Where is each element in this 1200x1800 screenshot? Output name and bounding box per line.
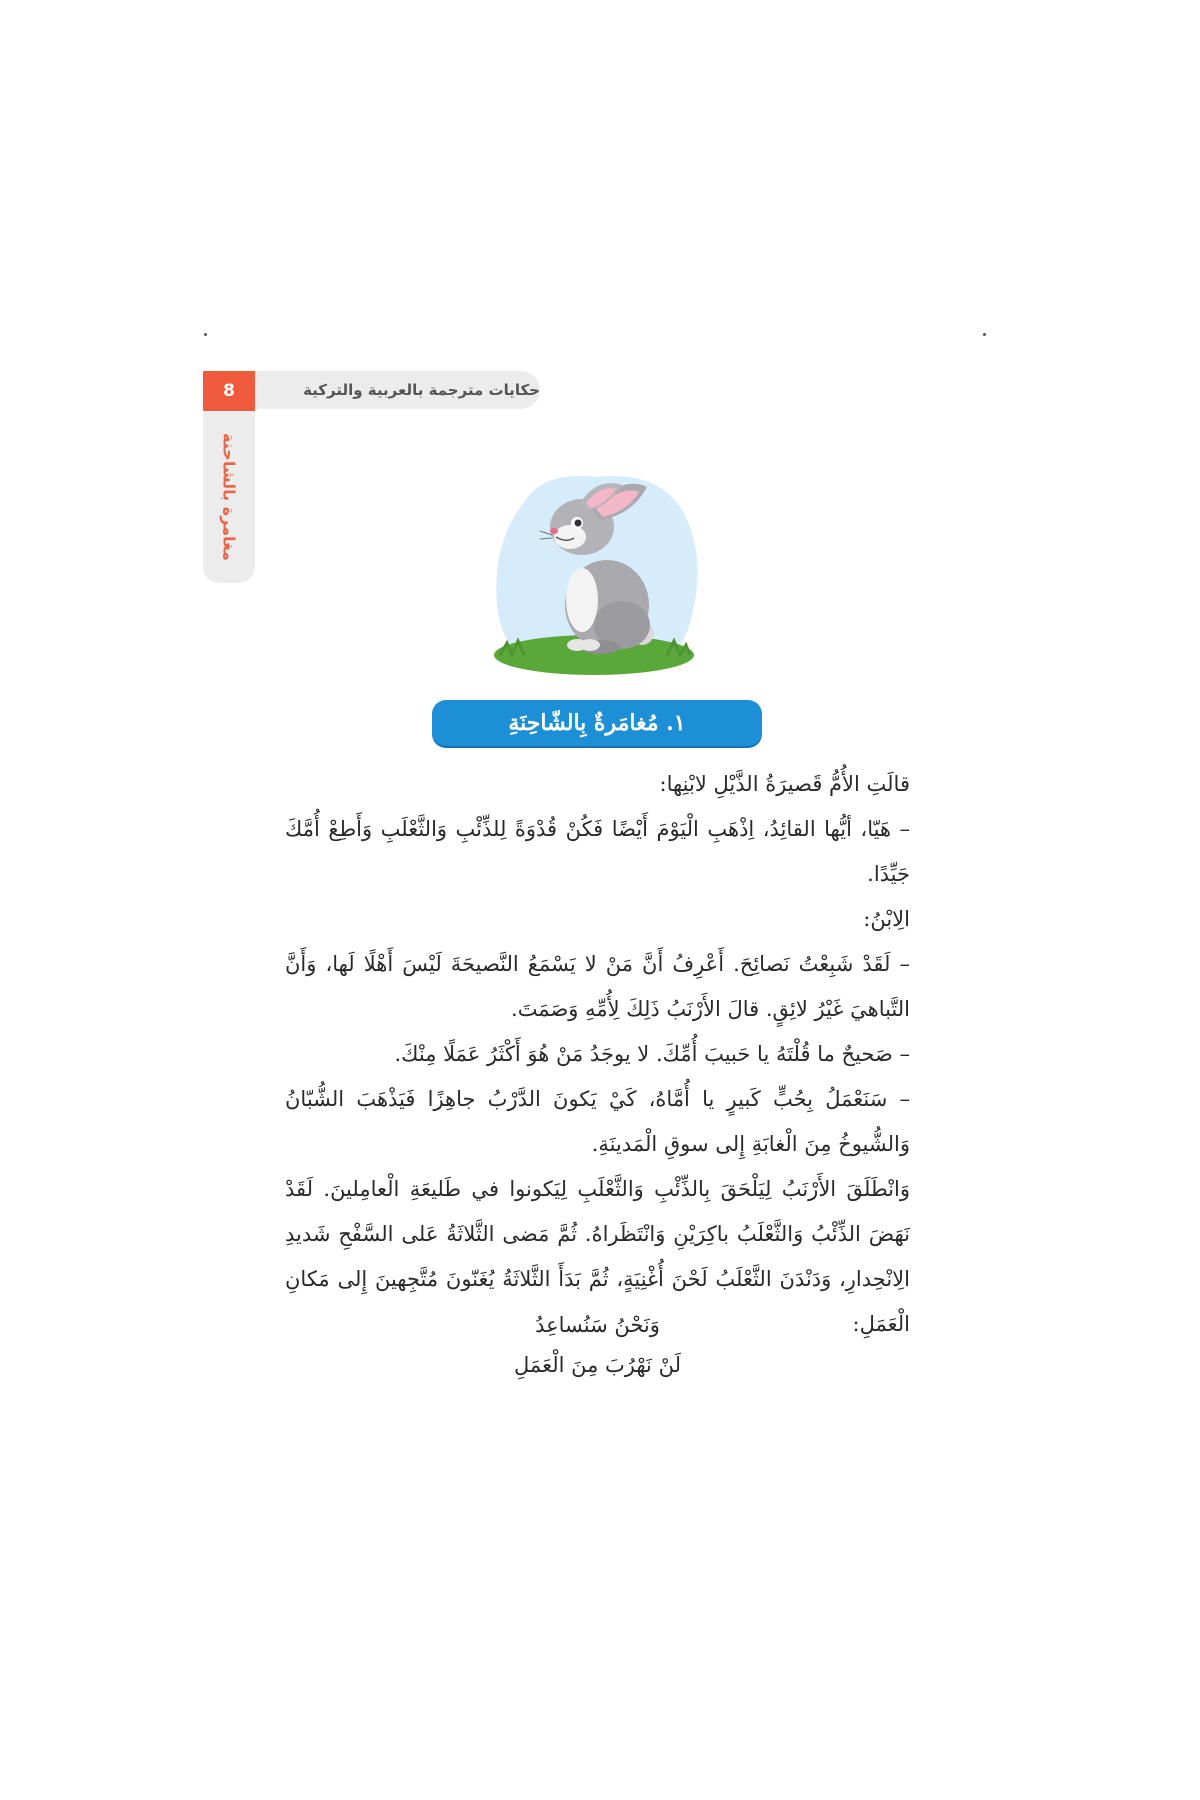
corner-mark: [204, 333, 207, 336]
page-number: 8: [203, 371, 255, 411]
poem-line: لَنْ نَهْرُبَ مِنَ الْعَمَلِ: [514, 1353, 681, 1377]
poem: [285, 1305, 910, 1385]
corner-mark: [983, 333, 986, 336]
book-title: حكايات مترجمة بالعربية والتركية: [250, 371, 540, 409]
story-title: ١. مُغامَرةٌ بِالشّاحِنَةِ: [432, 700, 762, 746]
story-paragraph: – لَقَدْ شَبِعْتُ نَصائِحَ. أَعْرِفُ أَنَّ مَنْ لا يَسْمَعُ النَّصيحَةَ لَيْسَ أَهْلًا لَها، وَأَنَّ التَّباهيَ غَيْرُ لائِقٍ. قالَ الأَرْنَبُ ذَلِكَ لِأُمِّهِ وَصَمَتَ.: [285, 952, 910, 1021]
poem-line: وَنَحْنُ سَنُساعِدُ: [535, 1313, 660, 1337]
story-paragraph: قالَتِ الأُمُّ قَصيرَةُ الذَّيْلِ لابْنِها:: [659, 772, 910, 796]
story-text: [285, 762, 910, 1347]
story-paragraph: وَانْطَلَقَ الأَرْنَبُ لِيَلْحَقَ بِالذِّئْبِ وَالثَّعْلَبِ لِيَكونوا في طَليعَةِ الْعامِلينَ. لَقَدْ نَهَضَ الذِّئْبُ وَالثَّعْلَبُ باكِرَيْنِ وَانْتَظَراهُ. ثُمَّ مَضى الثَّلاثَةُ عَلى السَّفْحِ شَديدِ الِانْحِدارِ، وَدَنْدَنَ الثَّعْلَبُ لَحْنَ أُغْنِيَةٍ، ثُمَّ بَدَأَ الثَّلاثَةُ يُغَنّونَ مُتَّجِهينَ إِلى مَكانِ الْعَمَلِ:: [285, 1177, 910, 1336]
story-paragraph: – صَحيحٌ ما قُلْتَهُ يا حَبيبَ أُمِّكَ. لا يوجَدُ مَنْ هُوَ أَكْثَرُ عَمَلًا مِنْكَ.: [394, 1042, 910, 1066]
side-tab: [203, 411, 255, 583]
story-paragraph: – هَيّا، أيُّها القائِدُ، اِذْهَبِ الْيَوْمَ أَيْضًا فَكُنْ قُدْوَةً لِلذِّئْبِ وَالثَّعْلَبِ وَأَطِعْ أُمَّكَ جَيِّدًا.: [285, 817, 910, 886]
story-paragraph: – سَنَعْمَلُ بِحُبٍّ كَبيرٍ يا أُمَّاهُ، كَيْ يَكونَ الدَّرْبُ جاهِزًا فَيَذْهَبَ الشُّبّانُ وَالشُّيوخُ مِنَ الْغابَةِ إِلى سوقِ الْمَدينَةِ.: [285, 1087, 910, 1156]
rabbit-illustration: [482, 465, 712, 685]
side-tab-label: مغامرة بالشاحنة: [219, 433, 239, 561]
story-paragraph: الِابْنُ:: [863, 907, 910, 931]
